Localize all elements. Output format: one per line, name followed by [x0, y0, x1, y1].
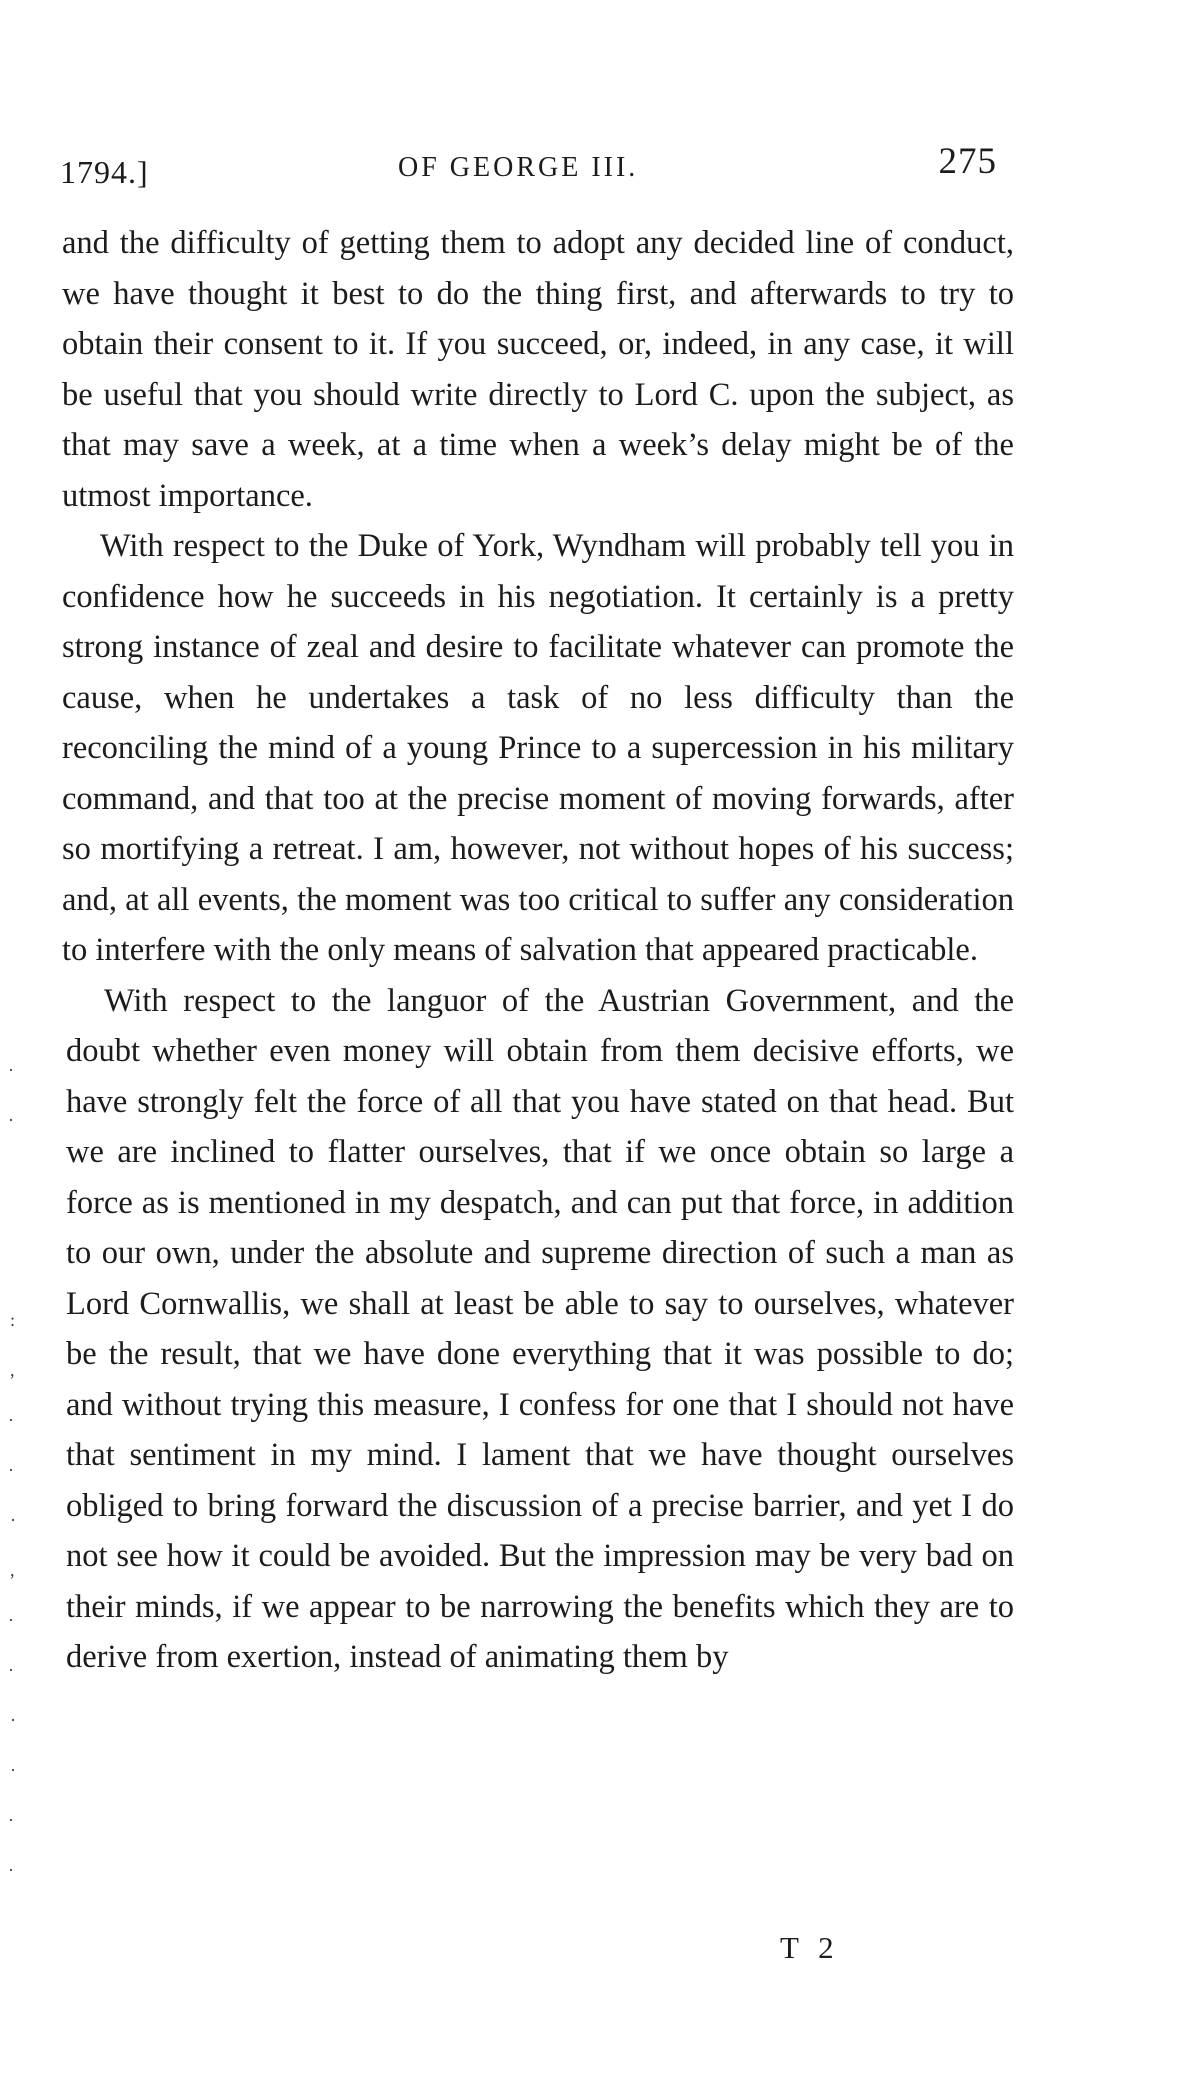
margin-speck: · — [8, 1610, 14, 1630]
margin-speck: · — [8, 1410, 14, 1430]
margin-speck: · — [8, 1810, 14, 1830]
margin-speck: · — [8, 1110, 14, 1130]
margin-speck: · — [10, 1760, 16, 1780]
margin-speck: · — [10, 1710, 16, 1730]
body-text — [62, 218, 1014, 1683]
left-margin-bleed-marks — [0, 0, 40, 2082]
margin-speck: , — [10, 1560, 15, 1580]
paragraph-1: and the difficulty of getting them to adopt any decided line of conduct, we have thought it best to do the thing first, and afterwards to try to obtain their consent to it. If you succeed, or, indeed, in any case, it will be useful that you should write directly to Lord C. upon the subject, as that may save a week, at a time when a week’s delay might be of the utmost importance. — [62, 225, 1014, 514]
margin-speck: · — [8, 1460, 14, 1480]
header-title: OF GEORGE III. — [398, 152, 639, 183]
margin-speck: · — [8, 1660, 14, 1680]
signature-mark: T 2 — [780, 1930, 840, 1965]
margin-speck: · — [8, 1060, 14, 1080]
margin-speck: : — [10, 1310, 16, 1330]
margin-speck: · — [8, 1860, 14, 1880]
margin-speck: , — [10, 1360, 15, 1380]
page-number: 275 — [938, 141, 997, 182]
paragraph-2: With respect to the Duke of York, Wyndham will probably tell you in confidence how he succeeds in his negotiation. It certainly is a pretty strong instance of zeal and desire to facilitate whatever can promote the cause, when he undertakes a task of no less difficulty than the reconciling the mind of a young Prince to a supercession in his military command, and that too at the precise moment of moving forwards, after so mortifying a retreat. I am, however, not without hopes of his success; and, at all events, the moment was too critical to suffer any consideration to interfere with the only means of salvation that appeared practicable. — [62, 528, 1014, 968]
header-year: 1794.] — [60, 154, 149, 190]
paragraph-3: With respect to the languor of the Austrian Government, and the doubt whether even money will obtain from them decisive efforts, we have strongly felt the force of all that you have stated on that head. But we are inclined to flatter ourselves, that if we once obtain so large a force as is mentioned in my despatch, and can put that force, in addition to our own, under the absolute and supreme direction of such a man as Lord Cornwallis, we shall at least be able to say to ourselves, whatever be the result, that we have done everything that it was possible to do; and without trying this measure, I confess for one that I should not have that sentiment in my mind. I lament that we have thought ourselves obliged to bring forward the discussion of a precise barrier, and yet I do not see how it could be avoided. But the impression may be very bad on their minds, if we appear to be narrowing the benefits which they are to derive from exertion, instead of animating them by — [66, 982, 1014, 1675]
margin-speck: · — [10, 1510, 16, 1530]
running-header — [60, 140, 1015, 190]
